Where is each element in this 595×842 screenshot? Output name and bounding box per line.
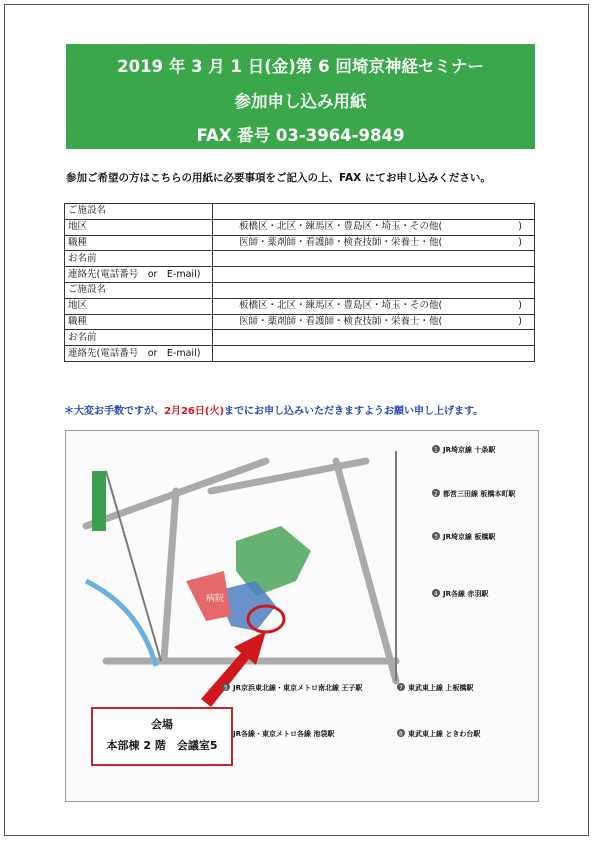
access-station: 都営三田線 板橋本町駅 <box>443 490 516 498</box>
venue-arrow <box>201 631 266 707</box>
notice-prefix: ＊大変お手数ですが、 <box>64 406 164 417</box>
notice-suffix: までにお申し込みいただきますようお願い申し上げます。 <box>224 406 484 417</box>
venue-box <box>91 707 233 766</box>
form-row <box>65 219 535 235</box>
access-number: 7 <box>399 684 403 692</box>
form-key: お名前 <box>65 330 213 346</box>
form-row <box>65 267 535 283</box>
venue-detail: 本部棟 2 階 会議室5 <box>106 739 218 752</box>
form-value[interactable] <box>213 251 535 267</box>
form-key: お名前 <box>65 251 213 267</box>
form-row <box>65 282 535 298</box>
form-key: 連絡先(電話番号 or E-mail) <box>65 267 213 283</box>
form-value[interactable]: 医師・薬剤師・看護師・検査技師・栄養士・他( ) <box>213 314 535 330</box>
access-station: JR各線・東京メトロ各線 池袋駅 <box>233 730 335 738</box>
form-key: 職種 <box>65 235 213 251</box>
access-station: JR各線 赤羽駅 <box>443 590 489 598</box>
access-number: 3 <box>434 533 438 541</box>
deadline-notice <box>64 402 483 417</box>
access-station: JR京浜東北線・東京メトロ南北線 王子駅 <box>233 684 363 692</box>
form-value[interactable]: 医師・薬剤師・看護師・検査技師・栄養士・他( ) <box>213 235 535 251</box>
form-row <box>65 251 535 267</box>
form-value[interactable] <box>213 346 535 362</box>
form-key: 連絡先(電話番号 or E-mail) <box>65 346 213 362</box>
form-value[interactable] <box>213 330 535 346</box>
intro-text: 参加ご希望の方はこちらの用紙に必要事項をご記入の上、FAX にてお申し込みください。 <box>66 172 491 184</box>
access-station: 東武東上線 ときわ台駅 <box>408 730 481 738</box>
form-row <box>65 204 535 220</box>
form-key: 地区 <box>65 219 213 235</box>
form-key: 職種 <box>65 314 213 330</box>
form-row <box>65 314 535 330</box>
access-station: 東武東上線 上板橋駅 <box>408 684 474 692</box>
form-row <box>65 235 535 251</box>
form-title: 参加申し込み用紙 <box>234 92 367 111</box>
form-key: ご施設名 <box>65 204 213 220</box>
highway-label-box <box>92 471 106 531</box>
form-value[interactable] <box>213 282 535 298</box>
access-number: 8 <box>399 730 403 738</box>
access-number: 1 <box>434 446 438 454</box>
form-row <box>65 346 535 362</box>
access-number: 4 <box>434 590 438 598</box>
access-station: JR埼京線 十条駅 <box>443 446 496 454</box>
venue-title: 会場 <box>151 718 173 731</box>
form-value[interactable]: 板橋区・北区・練馬区・豊島区・埼玉・その他( ) <box>213 219 535 235</box>
access-station: JR埼京線 板橋駅 <box>443 533 496 541</box>
application-form <box>64 203 535 362</box>
seminar-title: 2019 年 3 月 1 日(金)第 6 回埼京神経セミナー <box>117 57 484 76</box>
form-key: ご施設名 <box>65 282 213 298</box>
form-row <box>65 330 535 346</box>
form-value[interactable] <box>213 267 535 283</box>
hospital-label: 病院 <box>206 594 225 604</box>
river <box>86 581 156 666</box>
form-key: 地区 <box>65 298 213 314</box>
title-banner <box>66 44 535 149</box>
form-row <box>65 298 535 314</box>
access-number: 2 <box>434 490 438 498</box>
form-value[interactable]: 板橋区・北区・練馬区・豊島区・埼玉・その他( ) <box>213 298 535 314</box>
access-number: 5 <box>224 684 228 692</box>
fax-number: FAX 番号 03-3964-9849 <box>196 126 405 145</box>
deadline-date: 2月26日(火) <box>164 406 225 417</box>
form-value[interactable] <box>213 204 535 220</box>
